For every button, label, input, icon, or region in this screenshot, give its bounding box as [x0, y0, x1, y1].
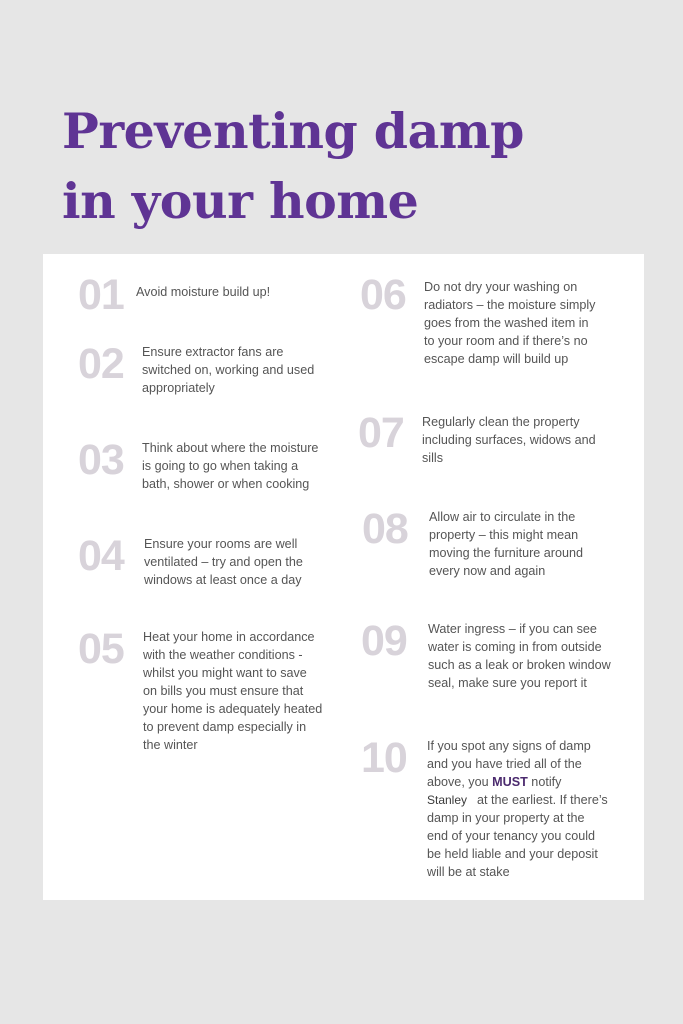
tip-number: 10 — [361, 734, 407, 782]
tip-text — [143, 628, 322, 754]
tip-text-line: the winter — [143, 738, 198, 752]
tip-text-line: windows at least once a day — [144, 573, 302, 587]
tip-number: 04 — [78, 532, 124, 580]
tip-number: 07 — [358, 409, 404, 457]
tip-text-fragment: notify — [527, 775, 562, 789]
tip-text-line: is going to go when taking a — [142, 459, 299, 473]
tip-text-line: with the weather conditions - — [143, 648, 303, 662]
tip-text-line: whilst you might want to save — [143, 666, 307, 680]
tip-text — [428, 620, 611, 692]
tip-text-line: Regularly clean the property — [422, 415, 580, 429]
tip-text-line: ventilated – try and open the — [144, 555, 303, 569]
tip-text-line: If you spot any signs of damp — [427, 739, 591, 753]
tip-text — [424, 278, 595, 368]
must-emphasis: MUST — [492, 775, 528, 789]
tip-text-line: to your room and if there’s no — [424, 334, 588, 348]
tip-text-line: will be at stake — [427, 865, 510, 879]
tip-text-line: Water ingress – if you can see — [428, 622, 597, 636]
tip-text-line: every now and again — [429, 564, 546, 578]
tip-text-line: escape damp will build up — [424, 352, 569, 366]
tip-text-line: bath, shower or when cooking — [142, 477, 310, 491]
tip-text-fragment: above, you — [427, 775, 493, 789]
tip-text-line: Ensure your rooms are well — [144, 537, 298, 551]
tip-text-line: such as a leak or broken window — [428, 658, 611, 672]
tip-number: 03 — [78, 436, 124, 484]
company-name: Stanley — [427, 793, 468, 807]
tip-number: 09 — [361, 617, 407, 665]
tip-text — [427, 737, 608, 881]
tip-text-fragment: at the earliest. If there’s — [477, 793, 608, 807]
tip-number: 06 — [360, 271, 406, 319]
tip-text-line: goes from the washed item in — [424, 316, 589, 330]
tip-text-line: moving the furniture around — [429, 546, 584, 560]
tip-text-line: Think about where the moisture — [142, 441, 319, 455]
tip-text-line: seal, make sure you report it — [428, 676, 587, 690]
tip-text-line: Heat your home in accordance — [143, 630, 315, 644]
tip-number: 08 — [362, 505, 408, 553]
tip-text-line: be held liable and your deposit — [427, 847, 598, 861]
tip-text-line: radiators – the moisture simply — [424, 298, 596, 312]
tip-text-line: your home is adequately heated — [143, 702, 323, 716]
tip-text — [136, 283, 270, 301]
tip-text-line: water is coming in from outside — [428, 640, 602, 654]
tip-text-line — [427, 773, 608, 791]
title-line-1: Preventing damp — [62, 102, 524, 160]
tip-text-line: appropriately — [142, 381, 215, 395]
page-title — [62, 96, 524, 236]
tip-number: 05 — [78, 625, 124, 673]
tip-text-line: Do not dry your washing on — [424, 280, 578, 294]
tip-text-line: damp in your property at the — [427, 811, 585, 825]
tip-text-line: Ensure extractor fans are — [142, 345, 284, 359]
tip-text-line: Allow air to circulate in the — [429, 510, 576, 524]
tip-text-line: on bills you must ensure that — [143, 684, 304, 698]
tips-card — [43, 254, 644, 900]
tip-text-line — [427, 791, 608, 809]
tip-text-line: Avoid moisture build up! — [136, 285, 271, 299]
tip-text-line: sills — [422, 451, 443, 465]
tip-text-line: and you have tried all of the — [427, 757, 582, 771]
title-line-2: in your home — [62, 172, 419, 230]
tip-text — [422, 413, 596, 467]
tip-text-line: to prevent damp especially in — [143, 720, 307, 734]
tip-number: 01 — [78, 271, 124, 319]
tip-text-line: end of your tenancy you could — [427, 829, 596, 843]
tip-text — [429, 508, 583, 580]
tip-number: 02 — [78, 340, 124, 388]
tip-text-line: property – this might mean — [429, 528, 579, 542]
tip-text — [142, 439, 318, 493]
tip-text-line: switched on, working and used — [142, 363, 315, 377]
tip-text — [144, 535, 303, 589]
tip-text — [142, 343, 314, 397]
tip-text-line: including surfaces, widows and — [422, 433, 596, 447]
